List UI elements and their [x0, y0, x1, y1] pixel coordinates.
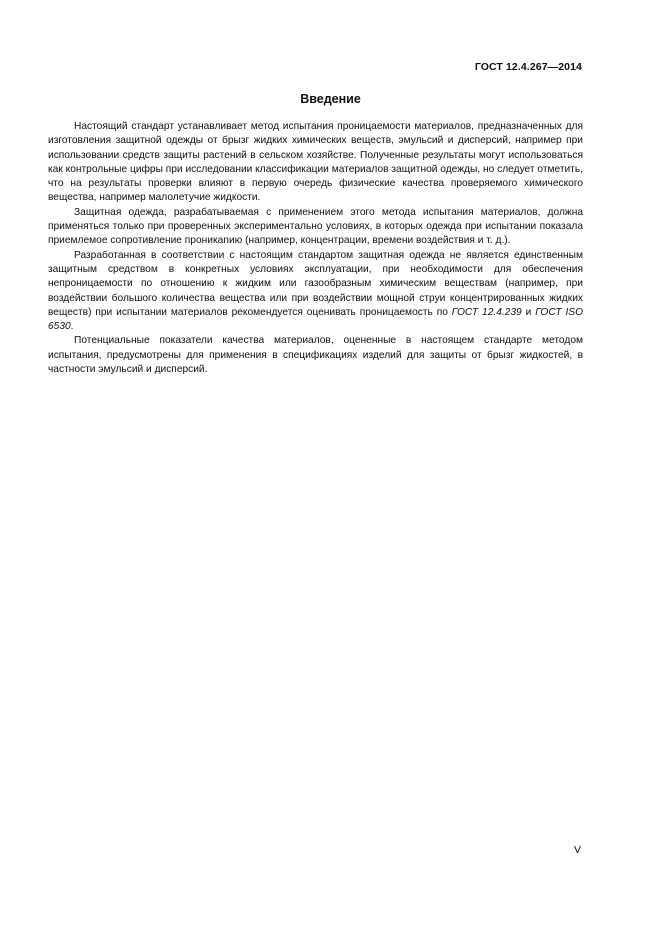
paragraph-3-end: .: [70, 321, 74, 333]
paragraph-3-conjunction: и: [521, 306, 536, 318]
standard-code: ГОСТ 12.4.267—2014: [474, 61, 582, 73]
paragraph-3: [48, 249, 583, 335]
paragraph-2: Защитная одежда, разрабатываемая с применением этого метода испытания материалов, должна применяться только при проверенных экспериментально условиях, в которых одежда при испытании показала приемлемое сопротивление проникаnию (например, концентрации, времени воздействия и т. д.).: [48, 206, 583, 247]
reference-gost-12-4-239: ГОСТ 12.4.239: [451, 306, 522, 318]
paragraph-4: Потенциальные показатели качества материалов, оцененные в настоящем стандарте методом испытания, предусмотрены для применения в спецификациях изделий для защиты от брызг жидкостей, в частности эмульсий и дисперсий.: [48, 335, 583, 376]
paragraph-1: Настоящий стандарт устанавливает метод испытания проницаемости материалов, предназначенных для изготовления защитной одежды от брызг жидких химических веществ, эмульсий и дисперсий, например при использовании средств защиты растений в сельском хозяйстве. Полученные результаты могут использоваться как контрольные цифры при исследовании классификации материалов защитной одежды, но следует отметить, что на результаты проверки влияют в первую очередь физические качества проверяемого химического вещества, например малолетучие жидкости.: [48, 121, 583, 204]
reference-gost-iso-6530: ГОСТ ISO 6530: [48, 306, 583, 333]
paragraph-3-text: Разработанная в соответствии с настоящим стандартом защитная одежда не является единственным защитным средством в конкретных условиях эксплуатации, при необходимости для обеспечения непроницаемости по отношению к жидким или газообразным химическим веществам (например, при воздействии большого количества вещества или при воздействии мощной струи концентрированных жидких веществ) при испытании материалов рекомендуется оценивать проницаемость по: [48, 249, 583, 318]
section-title: Введение: [300, 92, 361, 106]
body-text: [48, 120, 583, 377]
page-number: V: [574, 844, 582, 856]
